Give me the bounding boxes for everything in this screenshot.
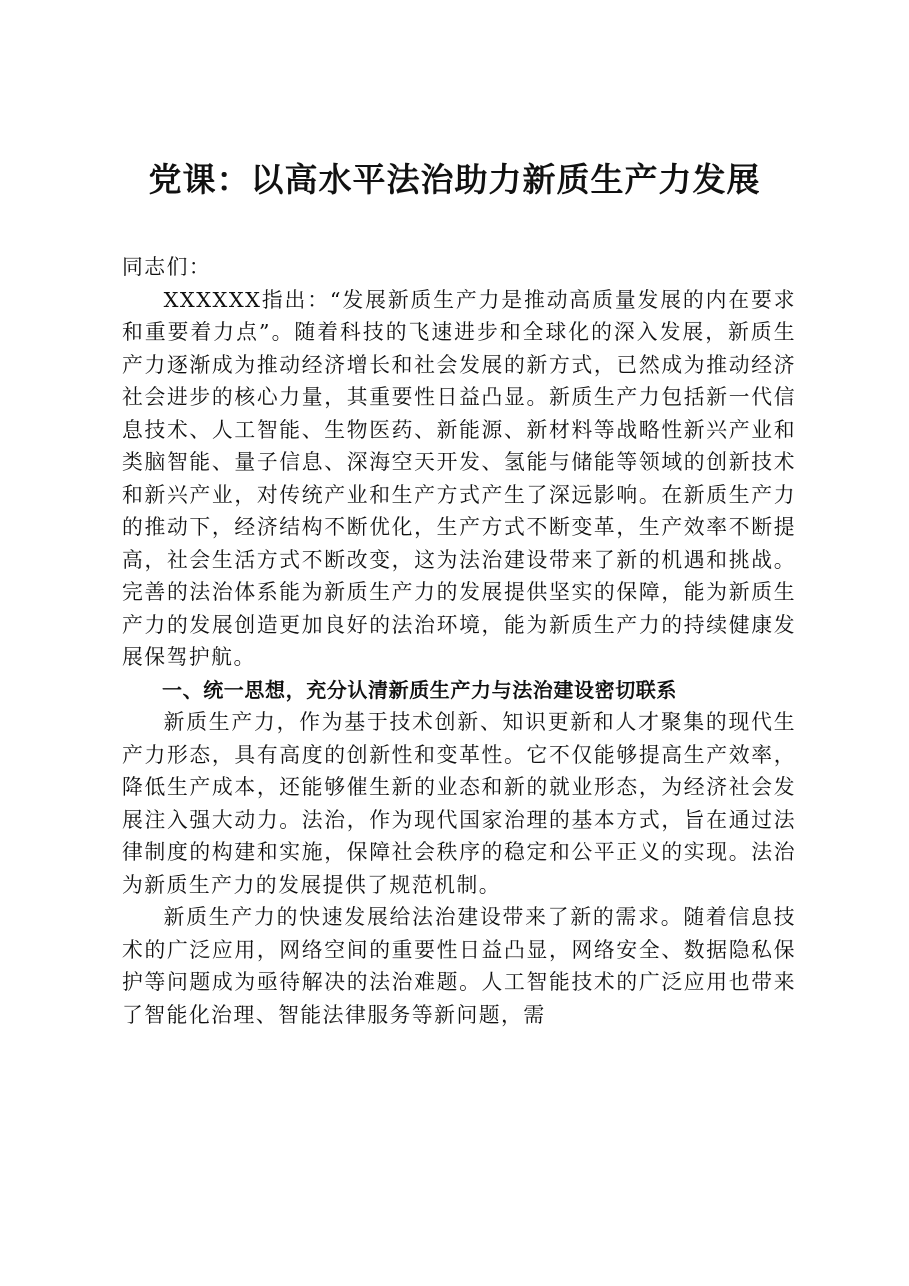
paragraph-intro: XXXXXX指出：“发展新质生产力是推动高质量发展的内在要求和重要着力点”。随着科技的飞速进步和全球化的深入发展，新质生产力逐渐成为推动经济增长和社会发展的新方式，已然成为推动经济社会进步的核心力量，其重要性日益凸显。新质生产力包括新一代信息技术、人工智能、生物医药、新能源、新材料等战略性新兴产业和类脑智能、量子信息、深海空天开发、氢能与储能等领域的创新技术和新兴产业，对传统产业和生产方式产生了深远影响。在新质生产力的推动下，经济结构不断优化，生产方式不断变革，生产效率不断提高，社会生活方式不断改变，这为法治建设带来了新的机遇和挑战。完善的法治体系能为新质生产力的发展提供坚实的保障，能为新质生产力的发展创造更加良好的法治环境，能为新质生产力的持续健康发展保驾护航。 <box>122 287 796 669</box>
paragraph-section-2: 新质生产力的快速发展给法治建设带来了新的需求。随着信息技术的广泛应用，网络空间的重要性日益凸显，网络安全、数据隐私保护等问题成为亟待解决的法治难题。人工智能技术的广泛应用也带来了智能化治理、智能法律服务等新问题，需 <box>122 905 796 1027</box>
document-title: 党课：以高水平法治助力新质生产力发展 <box>148 160 761 199</box>
document-body <box>122 251 796 1031</box>
salutation: 同志们： <box>122 255 212 279</box>
paragraph-section-1: 新质生产力，作为基于技术创新、知识更新和人才聚集的现代生产力形态，具有高度的创新性和变革性。它不仅能够提高生产效率，降低生产成本，还能够催生新的业态和新的就业形态，为经济社会发展注入强大动力。法治，作为现代国家治理的基本方式，旨在通过法律制度的构建和实施，保障社会秩序的稳定和公平正义的实现。法治为新质生产力的发展提供了规范机制。 <box>122 710 796 897</box>
section-heading: 一、统一思想，充分认清新质生产力与法治建设密切联系 <box>162 677 677 702</box>
